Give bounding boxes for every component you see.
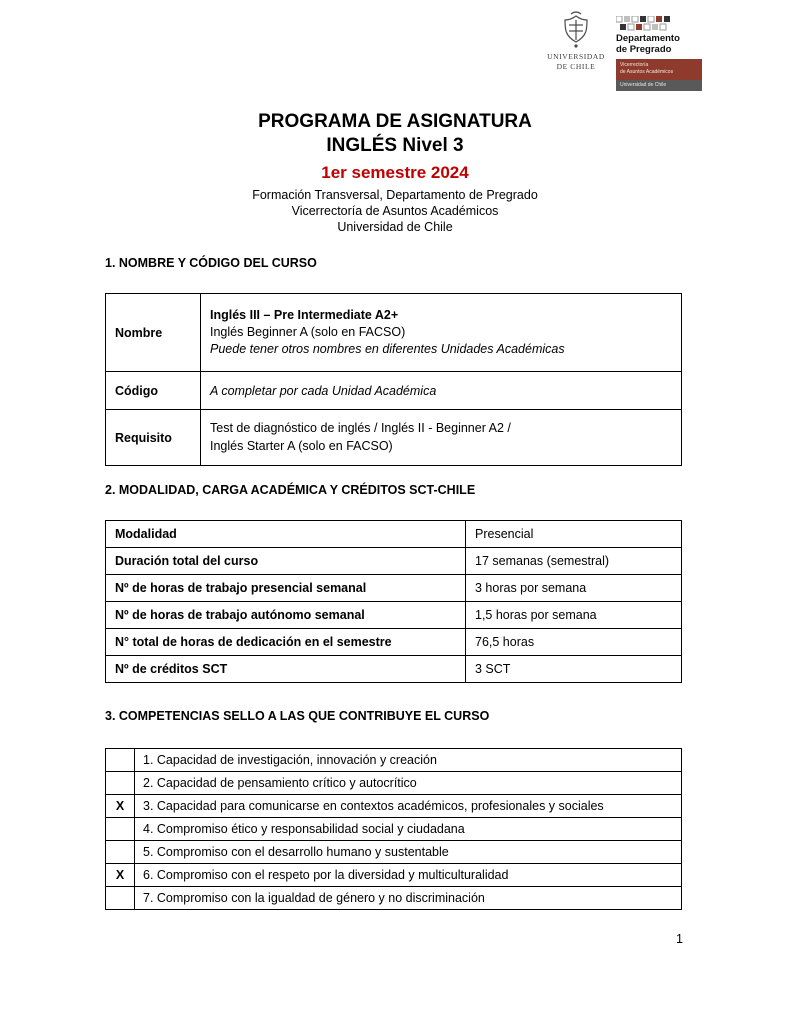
row-value: 1,5 horas por semana — [466, 602, 682, 629]
competencia-mark: X — [106, 864, 135, 887]
modalidad-table — [105, 520, 682, 683]
competencia-mark — [106, 818, 135, 841]
table-row — [106, 656, 682, 683]
competencia-text: 3. Capacidad para comunicarse en contextos académicos, profesionales y sociales — [135, 795, 682, 818]
table-row — [106, 749, 682, 772]
competencias-table — [105, 748, 682, 910]
table-row — [106, 887, 682, 910]
pregrado-sub3: Universidad de Chile — [620, 81, 667, 88]
table-row — [106, 864, 682, 887]
page-number: 1 — [676, 932, 683, 946]
competencia-text: 7. Compromiso con la igualdad de género y no discriminación — [135, 887, 682, 910]
nombre-line-italic: Puede tener otros nombres en diferentes Unidades Académicas — [210, 342, 565, 357]
row-label: Nº de horas de trabajo autónomo semanal — [106, 602, 466, 629]
table-row — [106, 795, 682, 818]
row-label-nombre: Nombre — [106, 294, 201, 372]
requisito-line2: Inglés Starter A (solo en FACSO) — [210, 438, 393, 453]
table-row — [106, 629, 682, 656]
table-row — [106, 602, 682, 629]
pregrado-logo-graybox — [616, 80, 702, 91]
table-row — [106, 294, 682, 372]
requisito-line1: Test de diagnóstico de inglés / Inglés II - Beginner A2 / — [210, 421, 511, 436]
title-sub1: Formación Transversal, Departamento de Pregrado — [252, 187, 538, 202]
row-value: 76,5 horas — [466, 629, 682, 656]
pregrado-title-line2: de Pregrado — [616, 43, 672, 55]
row-label: N° total de horas de dedicación en el semestre — [106, 629, 466, 656]
competencia-mark — [106, 887, 135, 910]
table-row — [106, 575, 682, 602]
competencia-text: 2. Capacidad de pensamiento crítico y autocrítico — [135, 772, 682, 795]
uchile-logo-line1: UNIVERSIDAD — [547, 52, 605, 61]
competencia-text: 4. Compromiso ético y responsabilidad social y ciudadana — [135, 818, 682, 841]
row-label: Duración total del curso — [106, 548, 466, 575]
pregrado-sub2: de Asuntos Académicos — [620, 69, 674, 76]
section1-heading: 1. NOMBRE Y CÓDIGO DEL CURSO — [105, 256, 317, 270]
document-title-line1: PROGRAMA DE ASIGNATURA — [258, 111, 532, 132]
table-row — [106, 521, 682, 548]
table-row — [106, 548, 682, 575]
table-row — [106, 410, 682, 466]
nombre-line-bold: Inglés III – Pre Intermediate A2+ — [210, 307, 399, 322]
row-value: 3 SCT — [466, 656, 682, 683]
nombre-codigo-table — [105, 293, 682, 466]
section-modalidad-creditos — [105, 483, 682, 683]
pregrado-logo-redbox — [616, 59, 702, 80]
competencia-text: 5. Compromiso con el desarrollo humano y sustentable — [135, 841, 682, 864]
pregrado-logo-title — [616, 34, 702, 56]
section3-heading: 3. COMPETENCIAS SELLO A LAS QUE CONTRIBUYE EL CURSO — [105, 709, 490, 723]
section-nombre-codigo — [105, 256, 682, 466]
nombre-line-regular: Inglés Beginner A (solo en FACSO) — [210, 324, 406, 339]
semester-line: 1er semestre 2024 — [321, 162, 469, 182]
table-row — [106, 772, 682, 795]
pregrado-sub1: Vicerrectoría — [620, 61, 649, 68]
uchile-logo-text — [545, 52, 607, 72]
row-label-requisito: Requisito — [106, 410, 201, 466]
row-value-nombre — [201, 294, 682, 372]
pregrado-title-line1: Departamento — [616, 33, 680, 44]
row-value: Presencial — [466, 521, 682, 548]
row-label-codigo: Código — [106, 372, 201, 410]
row-value-requisito — [201, 410, 682, 466]
table-row — [106, 372, 682, 410]
uchile-logo-line2: DE CHILE — [556, 61, 596, 71]
section-competencias-sello — [105, 709, 682, 910]
document-title-line2: INGLÉS Nivel 3 — [326, 134, 464, 156]
competencia-mark — [106, 841, 135, 864]
row-value-codigo: A completar por cada Unidad Académica — [201, 372, 682, 410]
universidad-de-chile-logo — [545, 10, 607, 72]
row-label: Nº de horas de trabajo presencial semanal — [106, 575, 466, 602]
competencia-text: 1. Capacidad de investigación, innovación y creación — [135, 749, 682, 772]
competencia-mark: X — [106, 795, 135, 818]
table-row — [106, 818, 682, 841]
departamento-pregrado-logo — [616, 16, 702, 91]
title-sub2: Vicerrectoría de Asuntos Académicos — [291, 203, 499, 218]
competencia-mark — [106, 772, 135, 795]
row-value: 17 semanas (semestral) — [466, 548, 682, 575]
section2-heading: 2. MODALIDAD, CARGA ACADÉMICA Y CRÉDITOS SCT-CHILE — [105, 483, 476, 497]
competencia-mark — [106, 749, 135, 772]
pregrado-pixel-squares-icon — [616, 16, 674, 31]
row-label: Modalidad — [106, 521, 466, 548]
title-sub3: Universidad de Chile — [337, 220, 453, 235]
row-value: 3 horas por semana — [466, 575, 682, 602]
table-row — [106, 841, 682, 864]
competencia-text: 6. Compromiso con el respeto por la diversidad y multiculturalidad — [135, 864, 682, 887]
title-block — [0, 110, 790, 236]
uchile-crest-icon — [558, 10, 594, 50]
row-label: Nº de créditos SCT — [106, 656, 466, 683]
